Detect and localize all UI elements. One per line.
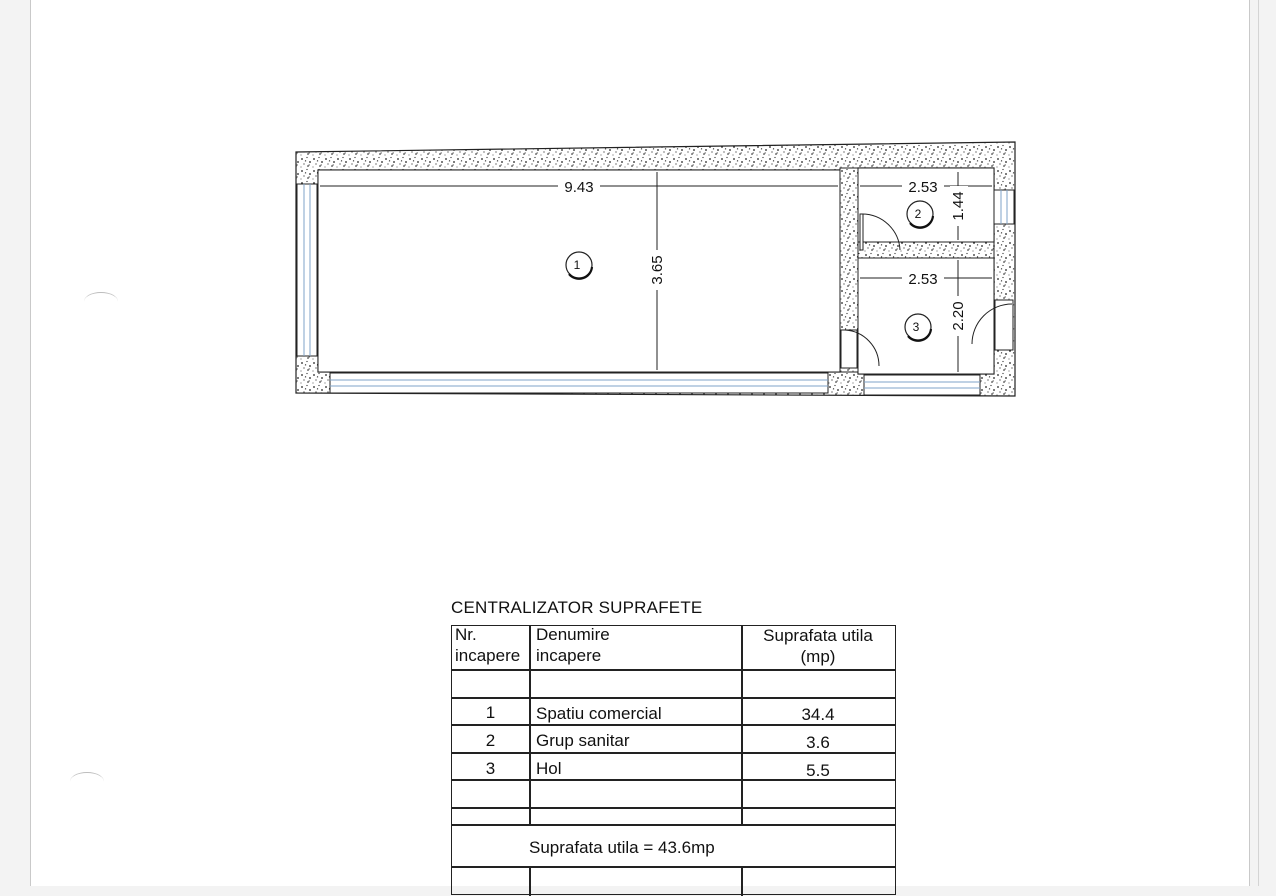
table-divider — [741, 866, 743, 896]
room-3-marker — [905, 314, 931, 341]
room-1-marker — [566, 252, 592, 279]
window-right-wc — [994, 190, 1014, 224]
table-title: CENTRALIZATOR SUPRAFETE — [451, 598, 703, 617]
row-1-nr: 1 — [485, 703, 496, 722]
area-summary-table — [451, 625, 896, 895]
table-divider — [452, 824, 895, 826]
window-bottom-main — [330, 373, 828, 393]
room-1-height-label: 3.65 — [649, 255, 666, 285]
room-1-width-label: 9.43 — [564, 179, 594, 196]
total-area: Suprafata utila = 43.6mp — [529, 838, 715, 857]
room-3-width-label: 2.53 — [908, 271, 938, 288]
table-divider — [452, 697, 895, 699]
table-divider — [452, 866, 895, 868]
header-name: incapere — [536, 646, 602, 665]
header-area: (mp) — [800, 647, 836, 666]
table-divider — [452, 669, 895, 671]
table-divider — [529, 626, 531, 826]
row-3-nr: 3 — [485, 759, 496, 778]
header-area: Suprafata utila — [763, 626, 873, 645]
table-divider — [452, 807, 895, 809]
header-nr: Nr. — [455, 625, 477, 644]
room-2-height-label: 1.44 — [950, 191, 967, 221]
table-divider — [529, 866, 531, 896]
svg-text:2: 2 — [914, 207, 922, 221]
row-2-name: Grup sanitar — [536, 731, 630, 750]
room-2-marker — [907, 201, 933, 228]
svg-text:3: 3 — [912, 320, 920, 334]
row-1-area: 34.4 — [801, 705, 835, 724]
row-2-nr: 2 — [485, 731, 496, 750]
row-2-area: 3.6 — [806, 733, 830, 752]
room-2-width-label: 2.53 — [908, 179, 938, 196]
svg-text:1: 1 — [573, 258, 581, 272]
partition-wall — [858, 242, 994, 258]
row-1-name: Spatiu comercial — [536, 704, 662, 723]
row-3-area: 5.5 — [806, 761, 830, 780]
header-name: Denumire — [536, 625, 610, 644]
header-nr: incapere — [455, 646, 521, 665]
room-3-height-label: 2.20 — [950, 301, 967, 331]
window-left — [297, 184, 317, 356]
row-3-name: Hol — [536, 759, 562, 778]
window-bottom-hall — [864, 375, 980, 395]
